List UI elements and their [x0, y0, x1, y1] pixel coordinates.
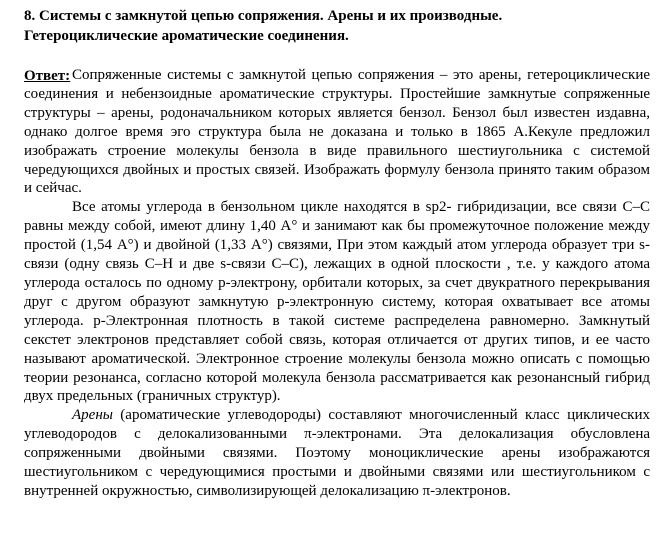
heading-line-1: 8. Системы с замкнутой цепью сопряжения. Арены и их производные.: [24, 8, 503, 24]
answer-label: Ответ:: [24, 68, 71, 84]
heading-line-2: Гетероциклические ароматические соединения.: [24, 28, 349, 44]
paragraph-arenes: [24, 406, 650, 501]
section-heading: [24, 6, 650, 46]
arenes-description: (ароматические углеводороды) составляют многочисленный класс циклических углеводородов с делокализованными π-электронами. Эта делокализация обусловлена сопряженными двойными связями. Поэтому моноциклические арены изображаются шестиугольником с чередующимися простыми и двойными связями или шестиугольником с внутренней окружностью, символизирующей делокализацию π-электронов.: [24, 407, 650, 499]
paragraph-conjugated-systems: Сопряженные системы с замкнутой цепью сопряжения – это арены, гетероциклические соединения и небензоидные ароматические структуры. Простейшие замкнутые сопряженные структуры – арены, родоначальником которых является бензол. Бензол был известен издавна, однако долгое время эго структура была не доказана и только в 1865 А.Кекуле предложил изображать строение молекулы бензола в виде правильного шестиугольника с системой чередующихся двойных и простых связей. Изображать формулу бензола принято таким образом и сейчас.: [24, 67, 650, 197]
term-arenes: Арены: [72, 407, 113, 424]
paragraph-benzene-structure: Все атомы углерода в бензольном цикле находятся в sp2- гибридизации, все связи С–С равны между собой, имеют длину 1,40 А° и занимают как бы промежуточное положение между простой (1,54 А°) и двойной (1,33 А°) связями, При этом каждый атом углерода образует три s- связи (одну связь С–Н и две s-связи С–С), лежащих в одной плоскости , т.е. у каждого атома углерода осталось по одному р-электрону, орбитали которых, за счет двукратного перекрывания друг с другом образуют замкнутую р-электронную систему, которая охватывает все атомы углерода. р-Электронная плотность в такой системе распределена равномерно. Замкнутый секстет электронов представляет собой связь, которая отличается от других типов, и ее часто называют ароматической. Электронное строение молекулы бензола можно описать с помощью теории резонанса, согласно которой молекула бензола рассматривается как резонансный гибрид двух предельных (граничных структур).: [24, 199, 650, 405]
